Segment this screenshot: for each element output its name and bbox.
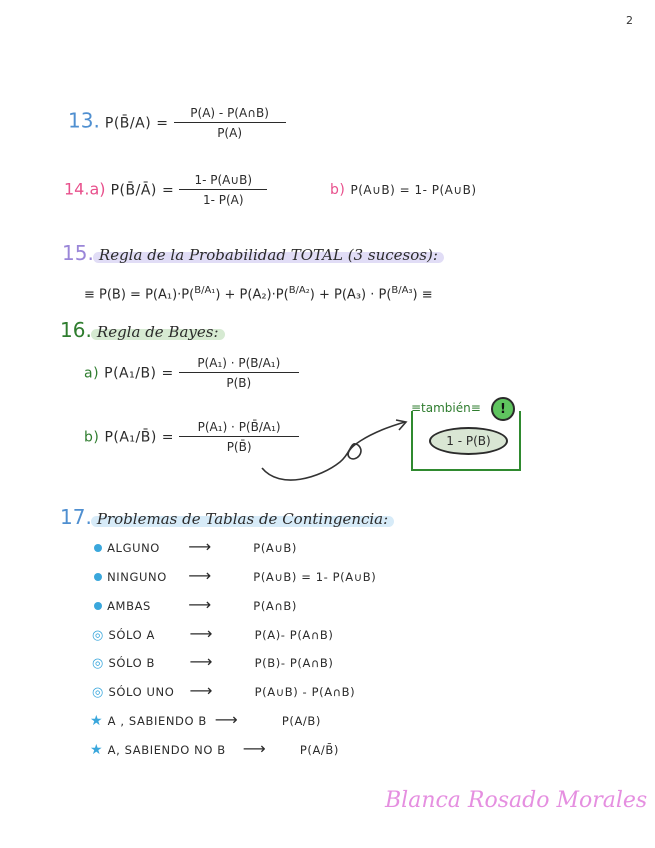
section-13-equals: = — [156, 115, 169, 132]
complement-oval: 1 - P(B) — [429, 427, 508, 455]
section-16-a-lhs: P(A₁/B) = — [104, 365, 174, 382]
row-label: NINGUNO — [107, 570, 167, 584]
formula-frac-2: B/A₂ — [288, 285, 310, 296]
contingency-row — [94, 595, 297, 614]
row-label: SÓLO A — [108, 628, 155, 642]
section-14-b-label: b) — [330, 182, 346, 198]
row-expr: P(A∪B) = 1- P(A∪B) — [253, 570, 377, 584]
row-label: ALGUNO — [107, 541, 160, 555]
section-16-b-lhs: P(A₁/B̄) = — [104, 429, 175, 446]
contingency-row — [94, 537, 297, 556]
section-17-heading — [60, 505, 388, 529]
section-13-denominator: P(A) — [217, 126, 242, 140]
formula-part-1: ≡ P(B) = P(A₁)·P( — [84, 287, 195, 303]
row-label: SÓLO B — [108, 656, 155, 670]
section-16-b-label: b) — [84, 429, 100, 446]
row-label: A , SABIENDO B — [107, 714, 207, 728]
section-16-a-numerator: P(A₁) · P(B/A₁) — [179, 356, 299, 373]
arrow-icon: ⟶ — [242, 739, 266, 758]
star-bullet-icon: ★ — [90, 713, 103, 729]
section-17-title: Problemas de Tablas de Contingencia: — [96, 510, 389, 528]
row-expr: P(A/B̄) — [299, 743, 339, 757]
section-14-number: 14.a) — [64, 179, 106, 199]
section-14-denominator: 1- P(A) — [202, 193, 244, 207]
formula-frac-1: B/A₁ — [194, 285, 216, 296]
formula-part-4: ) ≡ — [412, 287, 433, 303]
tambien-label: ≡también≡ — [411, 401, 481, 415]
contingency-row — [92, 681, 355, 700]
section-14-b-expr: P(A∪B) = 1- P(A∪B) — [350, 183, 477, 197]
row-expr: P(A∪B) - P(A∩B) — [254, 685, 356, 699]
contingency-row — [92, 652, 334, 671]
section-16-b-denominator: P(B̄) — [226, 440, 252, 454]
section-13-numerator: P(A) - P(A∩B) — [174, 106, 286, 123]
arrow-icon: ⟶ — [188, 537, 212, 556]
author-signature: Blanca Rosado Morales — [385, 788, 648, 813]
section-14-numerator: 1- P(A∪B) — [179, 173, 267, 190]
arrow-icon: ⟶ — [189, 624, 213, 643]
section-17-number: 17. — [60, 505, 92, 529]
section-16-a-denominator: P(B) — [226, 376, 252, 390]
exclamation-icon: ! — [491, 397, 515, 421]
spiral-bullet-icon: ◎ — [92, 685, 104, 700]
row-expr: P(A∪B) — [253, 541, 297, 555]
arrow-icon: ⟶ — [189, 652, 213, 671]
section-13-lhs: P(B̄/A) — [104, 115, 152, 132]
section-14-equals: = — [161, 182, 175, 199]
row-expr: P(B)- P(A∩B) — [254, 656, 334, 670]
star-bullet-icon: ★ — [90, 742, 103, 758]
contingency-row — [92, 624, 334, 643]
arrow-icon: ⟶ — [189, 681, 213, 700]
row-label: AMBAS — [107, 599, 151, 613]
section-14-lhs: P(B̄/Ā) — [110, 182, 157, 199]
section-15-title: Regla de la Probabilidad TOTAL (3 sucesos): — [98, 246, 438, 264]
row-label: SÓLO UNO — [108, 685, 175, 699]
page-number: 2 — [626, 14, 633, 27]
bullet-dot-icon — [94, 573, 102, 581]
contingency-row — [90, 739, 339, 758]
section-16-number: 16. — [60, 318, 92, 342]
formula-part-3: ) + P(A₃) · P( — [309, 287, 392, 303]
section-16-a-label: a) — [84, 365, 100, 382]
section-13-number: 13. — [68, 108, 100, 133]
spiral-bullet-icon: ◎ — [92, 628, 104, 643]
arrow-icon: ⟶ — [214, 710, 238, 729]
formula-part-2: ) + P(A₂)·P( — [215, 287, 289, 303]
row-expr: P(A∩B) — [253, 599, 297, 613]
section-15-number: 15. — [62, 241, 94, 265]
arrow-icon: ⟶ — [188, 595, 212, 614]
contingency-row — [90, 710, 321, 729]
contingency-row — [94, 566, 376, 585]
spiral-bullet-icon: ◎ — [92, 656, 104, 671]
row-label: A, SABIENDO NO B — [107, 743, 226, 757]
section-16-b-numerator: P(A₁) · P(B̄/A₁) — [179, 420, 299, 437]
formula-frac-3: B/A₃ — [391, 285, 413, 296]
row-expr: P(A/B) — [281, 714, 321, 728]
row-expr: P(A)- P(A∩B) — [254, 628, 334, 642]
bullet-dot-icon — [94, 544, 102, 552]
arrow-icon: ⟶ — [188, 566, 212, 585]
section-16-title: Regla de Bayes: — [96, 323, 219, 341]
bullet-dot-icon — [94, 602, 102, 610]
